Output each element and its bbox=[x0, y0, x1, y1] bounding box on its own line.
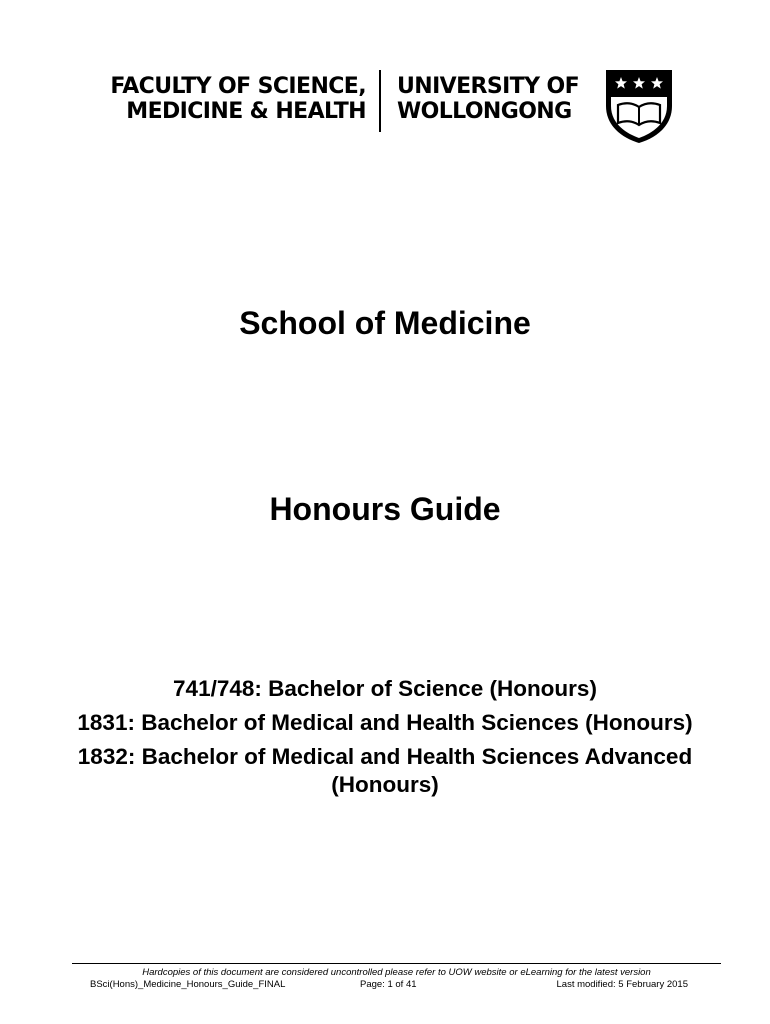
header-logo bbox=[88, 68, 688, 144]
university-crest-icon bbox=[602, 68, 676, 144]
degree-item: 1832: Bachelor of Medical and Health Sciences Advanced (Honours) bbox=[77, 744, 693, 797]
degree-item: 1831: Bachelor of Medical and Health Sciences (Honours) bbox=[77, 710, 693, 735]
footer-info bbox=[90, 978, 688, 991]
guide-title: Honours Guide bbox=[269, 491, 501, 527]
faculty-name-line1: FACULTY OF SCIENCE, bbox=[110, 74, 366, 99]
footer-last-modified: Last modified: 5 February 2015 bbox=[556, 979, 688, 990]
footer-filename: BSci(Hons)_Medicine_Honours_Guide_FINAL bbox=[90, 979, 286, 990]
degree-item: 741/748: Bachelor of Science (Honours) bbox=[173, 676, 597, 701]
faculty-name bbox=[88, 74, 366, 124]
school-title: School of Medicine bbox=[239, 305, 531, 341]
faculty-name-line2: MEDICINE & HEALTH bbox=[126, 99, 366, 124]
university-name bbox=[397, 74, 579, 124]
footer-page-number: Page: 1 of 41 bbox=[360, 979, 417, 990]
footer-disclaimer: Hardcopies of this document are considered uncontrolled please refer to UOW website or eLearning for the latest version bbox=[142, 967, 651, 978]
university-name-line2: WOLLONGONG bbox=[397, 99, 572, 124]
logo-divider bbox=[379, 70, 381, 132]
university-name-line1: UNIVERSITY OF bbox=[397, 74, 580, 99]
footer-divider bbox=[72, 963, 721, 964]
degree-list bbox=[60, 675, 710, 805]
